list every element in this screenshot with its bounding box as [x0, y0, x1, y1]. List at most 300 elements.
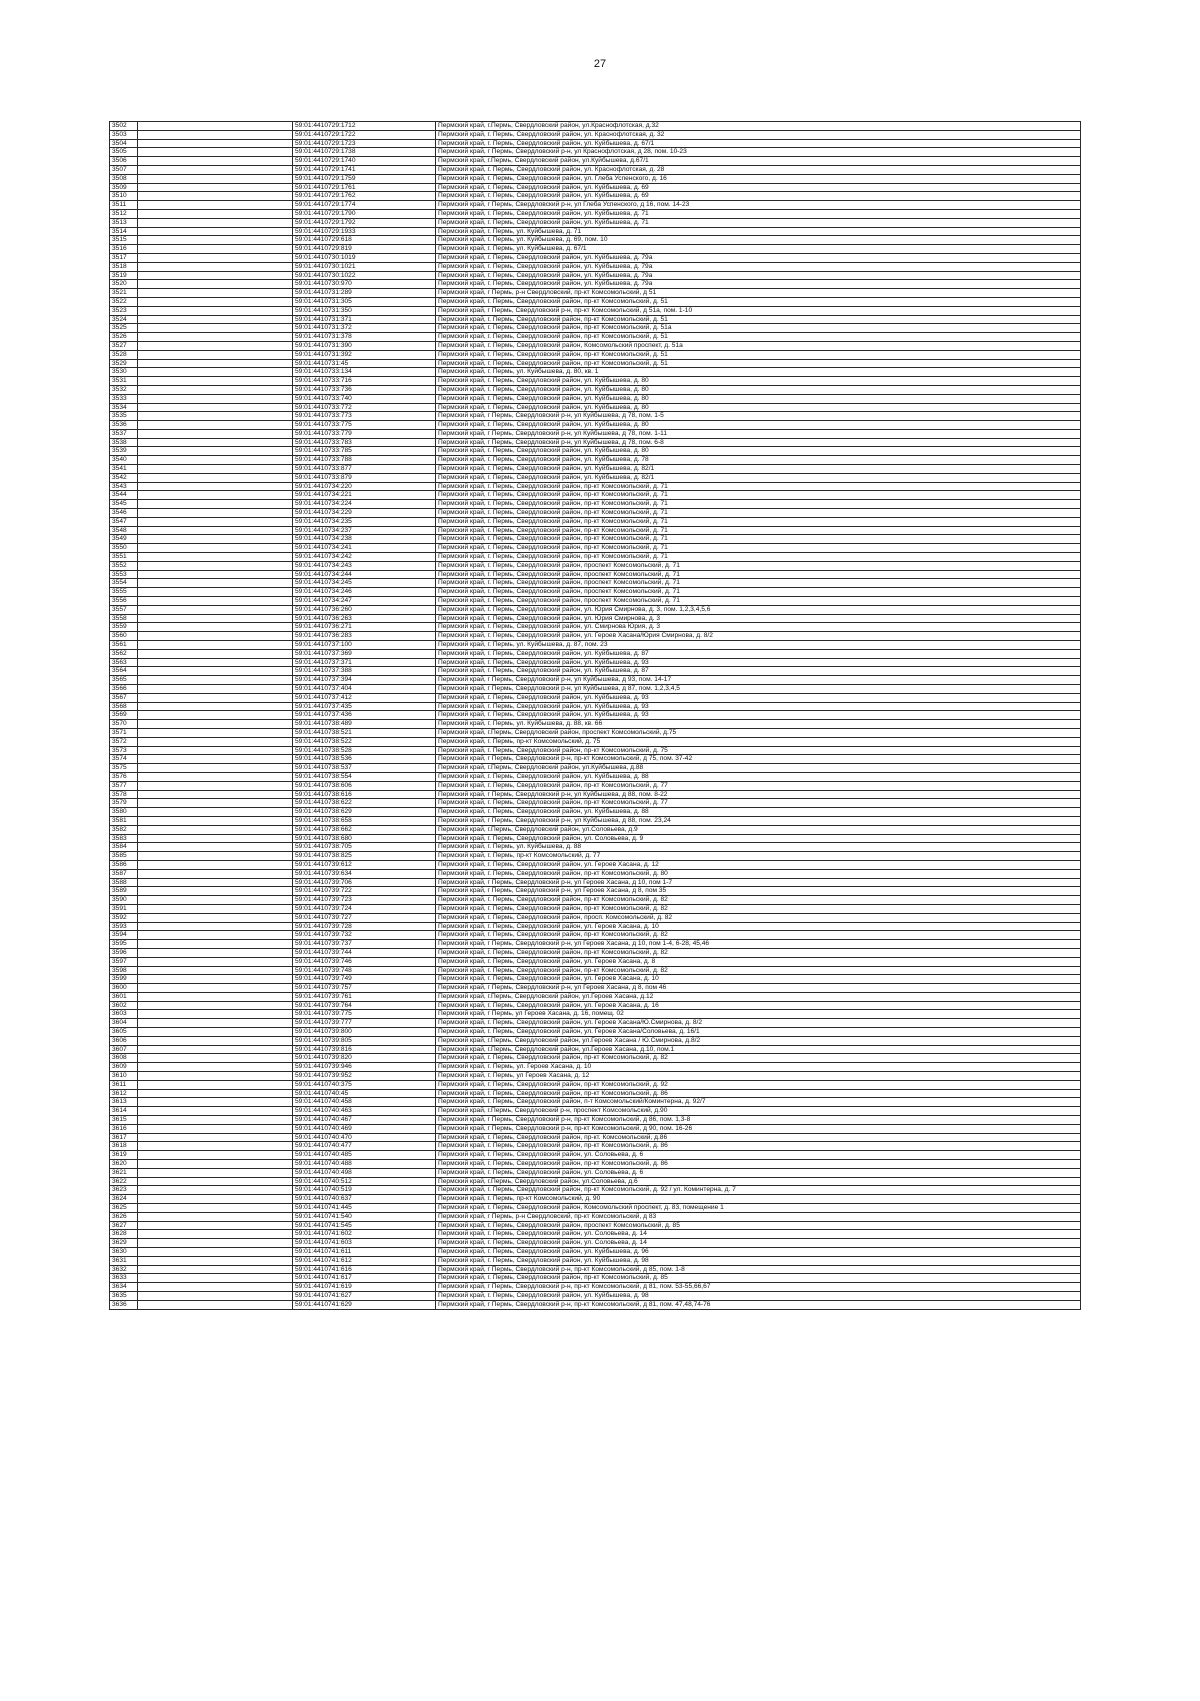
cadastral-number-cell: 59:01:4410739:777 [293, 1019, 436, 1028]
empty-cell [138, 500, 293, 509]
address-cell: Пермский край, г. Пермь, Свердловский район, ул. Куйбышева, д. 80 [436, 447, 1081, 456]
table-row [110, 649, 1081, 658]
cadastral-number-cell: 59:01:4410731:289 [293, 289, 436, 298]
empty-cell [138, 130, 293, 139]
row-number-cell: 3613 [110, 1098, 138, 1107]
empty-cell [138, 667, 293, 676]
table-row [110, 218, 1081, 227]
cadastral-number-cell: 59:01:4410734:246 [293, 588, 436, 597]
cadastral-number-cell: 59:01:4410729:1738 [293, 148, 436, 157]
cadastral-number-cell: 59:01:4410729:618 [293, 236, 436, 245]
row-number-cell: 3583 [110, 834, 138, 843]
row-number-cell: 3612 [110, 1089, 138, 1098]
address-cell: Пермский край, г. Пермь, Свердловский район, ул. Глеба Успенского, д. 16 [436, 174, 1081, 183]
cadastral-number-cell: 59:01:4410741:619 [293, 1283, 436, 1292]
row-number-cell: 3581 [110, 816, 138, 825]
table-row [110, 438, 1081, 447]
address-cell: Пермский край, г. Пермь, Свердловский район, Комсомольский проспект, д. 51а [436, 341, 1081, 350]
cadastral-number-cell: 59:01:4410740:458 [293, 1098, 436, 1107]
table-row [110, 1010, 1081, 1019]
empty-cell [138, 359, 293, 368]
row-number-cell: 3580 [110, 808, 138, 817]
row-number-cell: 3603 [110, 1010, 138, 1019]
address-cell: Пермский край, г. Пермь, Свердловский район, пр-кт Комсомольский, д. 82 [436, 896, 1081, 905]
row-number-cell: 3590 [110, 896, 138, 905]
empty-cell [138, 1186, 293, 1195]
address-cell: Пермский край, г. Пермь, Свердловский район, пр-кт Комсомольский, д. 51 [436, 359, 1081, 368]
empty-cell [138, 720, 293, 729]
empty-cell [138, 913, 293, 922]
address-cell: Пермский край, г Пермь, Свердловский р-н, ул Куйбышева, д 87, пом. 1,2,3,4,5 [436, 685, 1081, 694]
address-cell: Пермский край, г. Пермь, Свердловский район, пр-кт Комсомольский, д. 92 / ул. Коминтерна, д. 7 [436, 1186, 1081, 1195]
empty-cell [138, 772, 293, 781]
table-row [110, 1045, 1081, 1054]
cadastral-number-cell: 59:01:4410734:244 [293, 570, 436, 579]
table-row [110, 1107, 1081, 1116]
address-cell: Пермский край, г. Пермь, Свердловский район, ул. Смирнова Юрия, д. 3 [436, 623, 1081, 632]
table-row [110, 693, 1081, 702]
row-number-cell: 3573 [110, 746, 138, 755]
row-number-cell: 3506 [110, 157, 138, 166]
table-row [110, 843, 1081, 852]
empty-cell [138, 561, 293, 570]
row-number-cell: 3632 [110, 1265, 138, 1274]
empty-cell [138, 1160, 293, 1169]
address-cell: Пермский край, г. Пермь, Свердловский район, ул. Куйбышева, д. 93 [436, 658, 1081, 667]
table-row [110, 227, 1081, 236]
cadastral-number-cell: 59:01:4410737:100 [293, 641, 436, 650]
address-cell: Пермский край, г. Пермь, Свердловский район, ул. Героев Хасана, д. 10 [436, 922, 1081, 931]
address-cell: Пермский край, г Пермь, Свердловский р-н, ул Куйбышева, д 78, пом. 1-5 [436, 412, 1081, 421]
empty-cell [138, 306, 293, 315]
cadastral-number-cell: 59:01:4410738:622 [293, 799, 436, 808]
row-number-cell: 3540 [110, 456, 138, 465]
empty-cell [138, 1283, 293, 1292]
empty-cell [138, 966, 293, 975]
table-row [110, 236, 1081, 245]
cadastral-number-cell: 59:01:4410738:537 [293, 764, 436, 773]
empty-cell [138, 227, 293, 236]
address-cell: Пермский край, г. Пермь, Свердловский район, пр-кт Комсомольский, д. 82 [436, 948, 1081, 957]
empty-cell [138, 1107, 293, 1116]
address-cell: Пермский край, г. Пермь, Свердловский район, ул. Куйбышева, д. 69 [436, 183, 1081, 192]
empty-cell [138, 737, 293, 746]
empty-cell [138, 509, 293, 518]
address-cell: Пермский край, г. Пермь, Свердловский район, пр-кт Комсомольский, д. 86 [436, 1160, 1081, 1169]
table-row [110, 676, 1081, 685]
table-row [110, 394, 1081, 403]
table-row [110, 1098, 1081, 1107]
table-row [110, 922, 1081, 931]
row-number-cell: 3588 [110, 878, 138, 887]
row-number-cell: 3563 [110, 658, 138, 667]
cadastral-number-cell: 59:01:4410737:412 [293, 693, 436, 702]
table-row [110, 913, 1081, 922]
row-number-cell: 3550 [110, 544, 138, 553]
cadastral-number-cell: 59:01:4410738:825 [293, 852, 436, 861]
cadastral-number-cell: 59:01:4410740:477 [293, 1142, 436, 1151]
cadastral-number-cell: 59:01:4410736:283 [293, 632, 436, 641]
empty-cell [138, 711, 293, 720]
cadastral-number-cell: 59:01:4410733:879 [293, 473, 436, 482]
address-cell: Пермский край, г. Пермь, Свердловский район, ул. Краснофлотская, д. 28 [436, 165, 1081, 174]
address-cell: Пермский край, г. Пермь, Свердловский район, ул. Куйбышева, д. 79а [436, 271, 1081, 280]
address-cell: Пермский край, г. Пермь, Свердловский район, ул. Куйбышева, д. 93 [436, 702, 1081, 711]
address-cell: Пермский край, г. Пермь, Свердловский район, пр-кт. Комсомольский, д.86 [436, 1133, 1081, 1142]
row-number-cell: 3597 [110, 957, 138, 966]
row-number-cell: 3611 [110, 1080, 138, 1089]
address-cell: Пермский край, г Пермь, Свердловский р-н, ул Глеба Успенского, д 16, пом. 14-23 [436, 201, 1081, 210]
row-number-cell: 3531 [110, 377, 138, 386]
row-number-cell: 3542 [110, 473, 138, 482]
row-number-cell: 3551 [110, 553, 138, 562]
empty-cell [138, 755, 293, 764]
table-row [110, 984, 1081, 993]
row-number-cell: 3621 [110, 1168, 138, 1177]
cadastral-number-cell: 59:01:4410736:260 [293, 605, 436, 614]
address-cell: Пермский край, г. Пермь, Свердловский район, пр-кт Комсомольский, д. 80 [436, 869, 1081, 878]
table-row [110, 896, 1081, 905]
table-row [110, 341, 1081, 350]
row-number-cell: 3585 [110, 852, 138, 861]
empty-cell [138, 1265, 293, 1274]
cadastral-number-cell: 59:01:4410739:820 [293, 1054, 436, 1063]
cadastral-number-cell: 59:01:4410739:722 [293, 887, 436, 896]
table-row [110, 491, 1081, 500]
address-cell: Пермский край, г. Пермь, Свердловский район, проспект Комсомольский, д. 71 [436, 570, 1081, 579]
row-number-cell: 3627 [110, 1221, 138, 1230]
row-number-cell: 3553 [110, 570, 138, 579]
address-cell: Пермский край, г. Пермь, пр-кт Комсомольский, д. 75 [436, 737, 1081, 746]
row-number-cell: 3587 [110, 869, 138, 878]
cadastral-number-cell: 59:01:4410739:757 [293, 984, 436, 993]
empty-cell [138, 1072, 293, 1081]
empty-cell [138, 447, 293, 456]
table-row [110, 1283, 1081, 1292]
empty-cell [138, 1036, 293, 1045]
address-cell: Пермский край, г Пермь, Свердловский р-н, ул Куйбышева, д 93, пом. 14-17 [436, 676, 1081, 685]
table-row [110, 1054, 1081, 1063]
cadastral-number-cell: 59:01:4410739:800 [293, 1028, 436, 1037]
row-number-cell: 3595 [110, 940, 138, 949]
table-row [110, 1195, 1081, 1204]
row-number-cell: 3633 [110, 1274, 138, 1283]
address-cell: Пермский край, г. Пермь, ул. Куйбышева, д. 88, кв. 66 [436, 720, 1081, 729]
table-row [110, 614, 1081, 623]
row-number-cell: 3557 [110, 605, 138, 614]
row-number-cell: 3516 [110, 245, 138, 254]
cadastral-number-cell: 59:01:4410739:744 [293, 948, 436, 957]
cadastral-number-cell: 59:01:4410734:229 [293, 509, 436, 518]
table-row [110, 297, 1081, 306]
empty-cell [138, 570, 293, 579]
empty-cell [138, 385, 293, 394]
row-number-cell: 3552 [110, 561, 138, 570]
empty-cell [138, 588, 293, 597]
empty-cell [138, 834, 293, 843]
empty-cell [138, 1300, 293, 1309]
table-row [110, 148, 1081, 157]
table-row [110, 192, 1081, 201]
row-number-cell: 3539 [110, 447, 138, 456]
address-cell: Пермский край, г. Пермь, Свердловский район, ул. Куйбышева, д. 80 [436, 403, 1081, 412]
empty-cell [138, 843, 293, 852]
row-number-cell: 3606 [110, 1036, 138, 1045]
table-row [110, 1168, 1081, 1177]
row-number-cell: 3529 [110, 359, 138, 368]
address-cell: Пермский край, г. Пермь, Свердловский район, пр-кт Комсомольский, д. 71 [436, 509, 1081, 518]
row-number-cell: 3635 [110, 1291, 138, 1300]
table-row [110, 1300, 1081, 1309]
address-cell: Пермский край, г. Пермь, ул. Куйбышева, д. 80, кв. 1 [436, 368, 1081, 377]
empty-cell [138, 878, 293, 887]
empty-cell [138, 922, 293, 931]
table-row [110, 385, 1081, 394]
empty-cell [138, 641, 293, 650]
address-cell: Пермский край, г Пермь, Свердловский р-н, ул Героев Хасана, д 10, пом 1-7 [436, 878, 1081, 887]
empty-cell [138, 597, 293, 606]
address-cell: Пермский край, г. Пермь, Свердловский район, ул. Героев Хасана/Ю.Смирнова, д. 8/2 [436, 1019, 1081, 1028]
cadastral-number-cell: 59:01:4410738:662 [293, 825, 436, 834]
empty-cell [138, 975, 293, 984]
table-row [110, 746, 1081, 755]
address-cell: Пермский край, г. Пермь, ул. Героев Хасана, д. 10 [436, 1063, 1081, 1072]
row-number-cell: 3554 [110, 579, 138, 588]
address-cell: Пермский край, г. Пермь, ул. Куйбышева, д. 67/1 [436, 245, 1081, 254]
cadastral-number-cell: 59:01:4410733:779 [293, 429, 436, 438]
table-row [110, 790, 1081, 799]
cadastral-number-cell: 59:01:4410741:611 [293, 1248, 436, 1257]
address-cell: Пермский край, г. Пермь, Свердловский район, просп. Комсомольский, д. 82 [436, 913, 1081, 922]
row-number-cell: 3538 [110, 438, 138, 447]
cadastral-number-cell: 59:01:4410734:245 [293, 579, 436, 588]
table-row [110, 799, 1081, 808]
table-row [110, 500, 1081, 509]
table-row [110, 588, 1081, 597]
address-cell: Пермский край, г. Пермь, Свердловский район, ул. Куйбышева, д. 80 [436, 385, 1081, 394]
table-row [110, 570, 1081, 579]
cadastral-number-cell: 59:01:4410737:436 [293, 711, 436, 720]
empty-cell [138, 1274, 293, 1283]
table-row [110, 948, 1081, 957]
address-cell: Пермский край, г. Пермь, Свердловский район, ул. Куйбышева, д. 87 [436, 649, 1081, 658]
table-row [110, 157, 1081, 166]
cadastral-number-cell: 59:01:4410739:724 [293, 904, 436, 913]
empty-cell [138, 289, 293, 298]
table-row [110, 940, 1081, 949]
address-cell: Пермский край, г Пермь, Свердловский р-н, ул Краснофлотская, д 28, пом. 10-23 [436, 148, 1081, 157]
address-cell: Пермский край, г. Пермь, Свердловский район, пр-кт Комсомольский, д. 85 [436, 1274, 1081, 1283]
row-number-cell: 3625 [110, 1204, 138, 1213]
table-row [110, 456, 1081, 465]
row-number-cell: 3525 [110, 324, 138, 333]
cadastral-number-cell: 59:01:4410740:485 [293, 1151, 436, 1160]
address-cell: Пермский край, г. Пермь, Свердловский район, ул. Героев Хасана, д. 8 [436, 957, 1081, 966]
empty-cell [138, 1028, 293, 1037]
address-cell: Пермский край, г. Пермь, Свердловский район, ул. Куйбышева, д. 80 [436, 394, 1081, 403]
empty-cell [138, 456, 293, 465]
address-cell: Пермский край, г. Пермь, Свердловский район, пр-кт Комсомольский, д. 77 [436, 781, 1081, 790]
empty-cell [138, 781, 293, 790]
empty-cell [138, 816, 293, 825]
table-row [110, 737, 1081, 746]
empty-cell [138, 1151, 293, 1160]
address-cell: Пермский край, г.Пермь, Свердловский район, ул.Куйбышева, д.67/1 [436, 157, 1081, 166]
address-cell: Пермский край, г Пермь, Свердловский р-н, ул Героев Хасана, д 8, пом 46 [436, 984, 1081, 993]
address-cell: Пермский край, г Пермь, Свердловский р-н, ул Куйбышева, д 78, пом. 6-8 [436, 438, 1081, 447]
cadastral-number-cell: 59:01:4410729:1792 [293, 218, 436, 227]
address-cell: Пермский край, г. Пермь, Свердловский район, пр-кт Комсомольский, д. 51 [436, 350, 1081, 359]
cadastral-number-cell: 59:01:4410741:445 [293, 1204, 436, 1213]
address-cell: Пермский край, г. Пермь, Свердловский район, пр-кт Комсомольский, д. 51 [436, 333, 1081, 342]
cadastral-number-cell: 59:01:4410738:554 [293, 772, 436, 781]
empty-cell [138, 174, 293, 183]
cadastral-number-cell: 59:01:4410729:819 [293, 245, 436, 254]
empty-cell [138, 148, 293, 157]
table-row [110, 764, 1081, 773]
empty-cell [138, 1248, 293, 1257]
cadastral-number-cell: 59:01:4410741:603 [293, 1239, 436, 1248]
address-cell: Пермский край, г. Пермь, Свердловский район, ул. Куйбышева, д. 79а [436, 262, 1081, 271]
address-cell: Пермский край, г. Пермь, Свердловский район, пр-кт Комсомольский, д. 82 [436, 966, 1081, 975]
row-number-cell: 3509 [110, 183, 138, 192]
table-row [110, 1160, 1081, 1169]
address-cell: Пермский край, г Пермь, Свердловский р-н, пр-кт Комсомольский, д 90, пом. 16-26 [436, 1124, 1081, 1133]
cadastral-number-cell: 59:01:4410738:536 [293, 755, 436, 764]
table-row [110, 904, 1081, 913]
empty-cell [138, 702, 293, 711]
empty-cell [138, 1045, 293, 1054]
table-row [110, 1151, 1081, 1160]
table-row [110, 561, 1081, 570]
empty-cell [138, 948, 293, 957]
address-cell: Пермский край, г. Пермь, Свердловский район, ул. Соловьева, д. 14 [436, 1230, 1081, 1239]
cadastral-number-cell: 59:01:4410737:394 [293, 676, 436, 685]
table-row [110, 728, 1081, 737]
empty-cell [138, 649, 293, 658]
cadastral-number-cell: 59:01:4410729:1790 [293, 209, 436, 218]
row-number-cell: 3599 [110, 975, 138, 984]
table-row [110, 1142, 1081, 1151]
cadastral-number-cell: 59:01:4410729:1740 [293, 157, 436, 166]
address-cell: Пермский край, г. Пермь, Свердловский район, проспект Комсомольский, д. 71 [436, 579, 1081, 588]
table-row [110, 1221, 1081, 1230]
row-number-cell: 3514 [110, 227, 138, 236]
cadastral-number-cell: 59:01:4410729:1761 [293, 183, 436, 192]
empty-cell [138, 1010, 293, 1019]
empty-cell [138, 465, 293, 474]
empty-cell [138, 1080, 293, 1089]
cadastral-number-cell: 59:01:4410740:512 [293, 1177, 436, 1186]
address-cell: Пермский край, г. Пермь, Свердловский район, ул. Куйбышева, д. 80 [436, 421, 1081, 430]
cadastral-number-cell: 59:01:4410739:728 [293, 922, 436, 931]
empty-cell [138, 394, 293, 403]
row-number-cell: 3636 [110, 1300, 138, 1309]
cadastral-number-cell: 59:01:4410738:658 [293, 816, 436, 825]
cadastral-number-cell: 59:01:4410729:1762 [293, 192, 436, 201]
table-row [110, 1212, 1081, 1221]
table-row [110, 465, 1081, 474]
address-cell: Пермский край, г. Пермь, Свердловский район, ул. Юрия Смирнова, д. 3 [436, 614, 1081, 623]
address-cell: Пермский край, г Пермь, Свердловский р-н, ул Куйбышева, д 78, пом. 1-11 [436, 429, 1081, 438]
cadastral-number-cell: 59:01:4410739:746 [293, 957, 436, 966]
table-row [110, 447, 1081, 456]
empty-cell [138, 280, 293, 289]
empty-cell [138, 896, 293, 905]
empty-cell [138, 957, 293, 966]
empty-cell [138, 940, 293, 949]
address-cell: Пермский край, г. Пермь, Свердловский район, ул. Куйбышева, д. 88 [436, 772, 1081, 781]
row-number-cell: 3518 [110, 262, 138, 271]
address-cell: Пермский край, г. Пермь, Свердловский район, пр-кт Комсомольский, д. 71 [436, 535, 1081, 544]
cadastral-number-cell: 59:01:4410739:775 [293, 1010, 436, 1019]
row-number-cell: 3543 [110, 482, 138, 491]
table-row [110, 860, 1081, 869]
cadastral-number-cell: 59:01:4410734:220 [293, 482, 436, 491]
cadastral-number-cell: 59:01:4410740:375 [293, 1080, 436, 1089]
cadastral-number-cell: 59:01:4410739:952 [293, 1072, 436, 1081]
empty-cell [138, 183, 293, 192]
row-number-cell: 3555 [110, 588, 138, 597]
cadastral-number-cell: 59:01:4410741:545 [293, 1221, 436, 1230]
address-cell: Пермский край, г. Пермь, Свердловский район, проспект Комсомольский, д. 71 [436, 588, 1081, 597]
cadastral-number-cell: 59:01:4410741:540 [293, 1212, 436, 1221]
cadastral-number-cell: 59:01:4410734:242 [293, 553, 436, 562]
empty-cell [138, 579, 293, 588]
cadastral-number-cell: 59:01:4410740:470 [293, 1133, 436, 1142]
row-number-cell: 3567 [110, 693, 138, 702]
cadastral-number-cell: 59:01:4410734:241 [293, 544, 436, 553]
address-cell: Пермский край, г. Пермь, Свердловский район, пр-кт Комсомольский, д. 92 [436, 1080, 1081, 1089]
table-row [110, 1036, 1081, 1045]
cadastral-number-cell: 59:01:4410729:1722 [293, 130, 436, 139]
cadastral-number-cell: 59:01:4410736:263 [293, 614, 436, 623]
empty-cell [138, 157, 293, 166]
empty-cell [138, 324, 293, 333]
row-number-cell: 3541 [110, 465, 138, 474]
table-row [110, 816, 1081, 825]
address-cell: Пермский край, г. Пермь, Свердловский район, ул. Куйбышева, д. 82/1 [436, 473, 1081, 482]
cadastral-number-cell: 59:01:4410739:748 [293, 966, 436, 975]
cadastral-number-cell: 59:01:4410740:463 [293, 1107, 436, 1116]
table-row [110, 1063, 1081, 1072]
cadastral-number-cell: 59:01:4410731:45 [293, 359, 436, 368]
empty-cell [138, 368, 293, 377]
cadastral-number-cell: 59:01:4410740:488 [293, 1160, 436, 1169]
table-row [110, 605, 1081, 614]
row-number-cell: 3620 [110, 1160, 138, 1169]
cadastral-number-cell: 59:01:4410740:498 [293, 1168, 436, 1177]
table-row [110, 658, 1081, 667]
row-number-cell: 3511 [110, 201, 138, 210]
empty-cell [138, 693, 293, 702]
address-cell: Пермский край, г. Пермь, Свердловский район, пр-кт Комсомольский, д. 51а [436, 324, 1081, 333]
row-number-cell: 3593 [110, 922, 138, 931]
empty-cell [138, 746, 293, 755]
cadastral-number-cell: 59:01:4410740:519 [293, 1186, 436, 1195]
cadastral-number-cell: 59:01:4410739:737 [293, 940, 436, 949]
cadastral-number-cell: 59:01:4410734:247 [293, 597, 436, 606]
table-row [110, 992, 1081, 1001]
address-cell: Пермский край, г Пермь, ул Героев Хасана, д. 16, помещ. 02 [436, 1010, 1081, 1019]
cadastral-number-cell: 59:01:4410729:1723 [293, 139, 436, 148]
address-cell: Пермский край, г Пермь, Свердловский р-н, ул Героев Хасана, д 10, пом 1-4, 6-28, 45,46 [436, 940, 1081, 949]
cadastral-number-cell: 59:01:4410741:602 [293, 1230, 436, 1239]
cadastral-number-cell: 59:01:4410739:749 [293, 975, 436, 984]
address-cell: Пермский край, г Пермь, Свердловский р-н, пр-кт Комсомольский, д 86, пом. 1,3-8 [436, 1116, 1081, 1125]
table-row [110, 931, 1081, 940]
cadastral-number-cell: 59:01:4410731:371 [293, 315, 436, 324]
